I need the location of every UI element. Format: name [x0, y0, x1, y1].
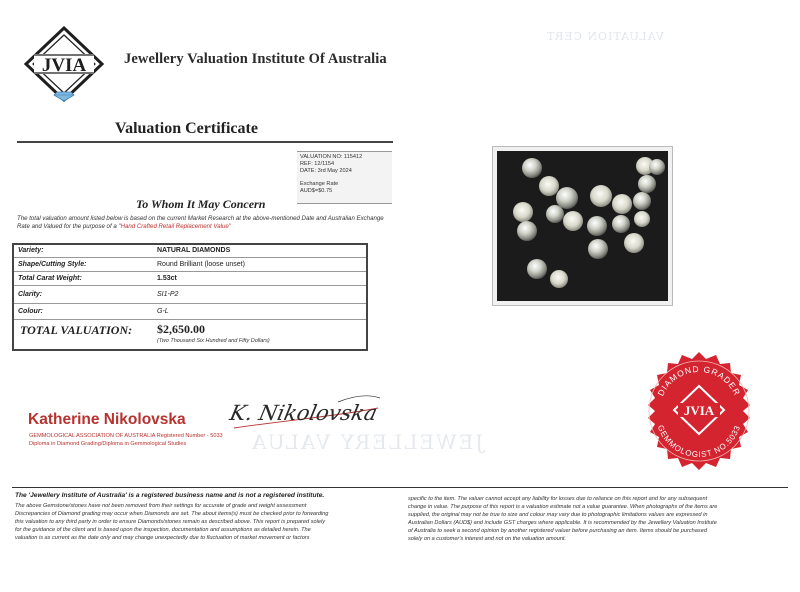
- terms-line: of Australia to seek a second opinion by another registered valuer before purchasing an item. Items should be purchased: [408, 528, 707, 535]
- valuation-number: VALUATION NO: 115412: [300, 154, 363, 160]
- detail-value: G-L: [157, 308, 169, 315]
- exchange-rate-value: AUD$=$0.75: [300, 187, 333, 194]
- terms-line: this valuation to any third party in order to ensure Diamonds/stones remain as described above. This report is prepared solely: [15, 519, 325, 526]
- title-rule: [17, 141, 393, 143]
- detail-label: Total Carat Weight:: [18, 275, 82, 282]
- terms-line: Australian Dollars (AUD$) and include GST charges where applicable. It is recommended by the Jewellery Valuation Institute: [408, 520, 717, 527]
- terms-line: change in value. The purpose of this report is a valuation estimate not a value guarantee. When photographs of the items are: [408, 504, 718, 511]
- detail-label: Clarity:: [18, 291, 43, 298]
- detail-value: Round Brilliant (loose unset): [157, 261, 245, 268]
- total-valuation-label: TOTAL VALUATION:: [20, 323, 133, 337]
- terms-line: supplied, the original may not be true to size and colour may vary due to photographic limitations values are expressed in: [408, 512, 708, 519]
- terms-line: for the guidance of the client and is based upon the inspection, documentation and assumptions as detailed herein. The: [15, 527, 311, 534]
- valuation-meta-box: [297, 151, 392, 204]
- salutation: To Whom It May Concern: [136, 197, 266, 211]
- valuation-purpose: "Hand Crafted Retail Replacement Value": [118, 223, 231, 231]
- terms-line: solely on a customer's interest and not on the valuation amount.: [408, 536, 567, 543]
- logo-text: JVIA: [41, 55, 87, 76]
- watermark-left: JEWELLERY VALUA: [250, 430, 484, 454]
- org-name: Jewellery Valuation Institute Of Australia: [124, 51, 387, 67]
- diamond-icon: [54, 92, 74, 101]
- signature-text: K. Nikolovska: [228, 401, 380, 426]
- intro-text: The total valuation amount listed below is based on the current Market Research at the above-mentioned Date and Australian Exchange Rate and Valued for the purpose of a: [17, 215, 384, 231]
- seal-top-text: DIAMOND GRADER: [655, 363, 743, 398]
- diamond-details-table: [12, 243, 368, 351]
- terms-heading: The 'Jewellery Institute of Australia' is a registered business name and is not a registered institute.: [15, 492, 325, 499]
- total-valuation-words: (Two Thousand Six Hundred and Fifty Dollars): [157, 338, 270, 344]
- seal-bottom-text: GEMMOLOGIST NO.5033: [655, 423, 743, 460]
- table-row: [14, 271, 366, 286]
- reference: REF: 12/1154: [300, 160, 335, 167]
- terms-line: valuation is as current as the date only and may change unexpectedly due to fluctuation of market movement or factors: [15, 535, 310, 542]
- table-row: [14, 303, 366, 320]
- terms-rule: [12, 487, 788, 488]
- certificate-title: Valuation Certificate: [115, 120, 258, 137]
- intro-paragraph: [17, 215, 393, 231]
- table-row: [14, 285, 366, 304]
- exchange-rate-label: Exchange Rate: [300, 180, 339, 187]
- detail-value: 1.53ct: [157, 275, 177, 282]
- terms-left-column: [15, 502, 403, 542]
- jvia-logo: [22, 26, 106, 104]
- valuation-date: DATE: 3rd May 2024: [300, 167, 352, 174]
- total-valuation-amount: $2,650.00: [157, 322, 205, 336]
- gemmologist-seal: [638, 350, 760, 472]
- seal-center-text: JVIA: [683, 403, 715, 418]
- detail-label: Shape/Cutting Style:: [18, 261, 87, 268]
- signature: [228, 386, 383, 436]
- terms-line: The above Gemstone/stones have not been removed from their settings for accurate of grade and weight assessment: [15, 503, 307, 509]
- detail-label: Colour:: [18, 308, 43, 315]
- terms-line: Discrepancies of Diamond grading may occur when Diamonds are set. The about items(s) must be checked prior to forwarding: [15, 511, 329, 518]
- diamonds-photo: [497, 151, 668, 301]
- watermark-right: VALUATION CERT: [546, 30, 664, 43]
- association-registration: GEMMOLOGICAL ASSOCIATION OF AUSTRALIA Registered Number - 5033: [29, 433, 223, 439]
- detail-value: SI1-P2: [157, 291, 179, 298]
- valuer-name: Katherine Nikolovska: [28, 411, 186, 428]
- terms-line: specific to the item. The valuer cannot accept any liability for losses due to reliance on this report and for any subsequent: [408, 496, 708, 502]
- table-row: [14, 257, 366, 272]
- terms-right-column: [408, 495, 786, 544]
- diploma-credentials: Diploma in Diamond Grading/Diploma in Gemmological Studies: [29, 441, 187, 447]
- detail-label: Variety:: [18, 247, 44, 254]
- detail-value: NATURAL DIAMONDS: [157, 247, 231, 254]
